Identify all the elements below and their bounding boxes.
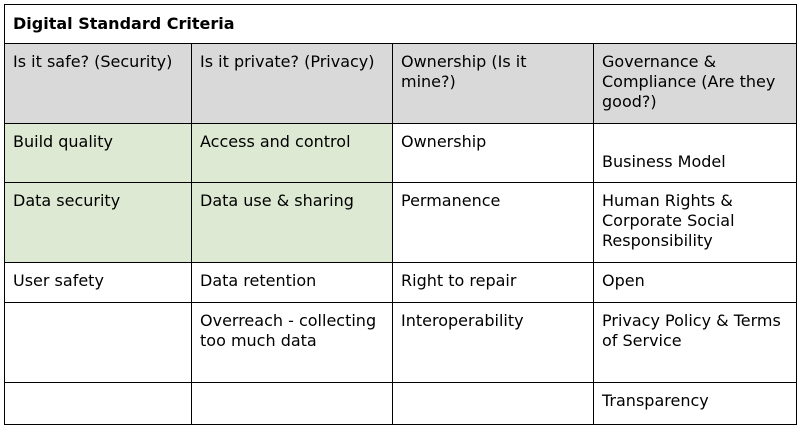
table-row [5, 183, 797, 263]
header-row [5, 44, 797, 124]
cell-business-model: Business Model [594, 124, 797, 183]
cell-empty [393, 383, 594, 425]
header-security: Is it safe? (Security) [5, 44, 192, 124]
cell-data-retention: Data retention [192, 263, 393, 303]
cell-build-quality: Build quality [5, 124, 192, 183]
cell-empty [5, 303, 192, 383]
cell-open: Open [594, 263, 797, 303]
header-ownership: Ownership (Is it mine?) [393, 44, 594, 124]
cell-right-to-repair: Right to repair [393, 263, 594, 303]
cell-data-security: Data security [5, 183, 192, 263]
header-privacy: Is it private? (Privacy) [192, 44, 393, 124]
title-row [5, 5, 797, 44]
cell-permanence: Permanence [393, 183, 594, 263]
cell-transparency: Transparency [594, 383, 797, 425]
cell-empty [192, 383, 393, 425]
cell-interoperability: Interoperability [393, 303, 594, 383]
cell-ownership: Ownership [393, 124, 594, 183]
table-row [5, 263, 797, 303]
table-row [5, 383, 797, 425]
criteria-table [4, 4, 797, 425]
table-row [5, 124, 797, 183]
cell-access-control: Access and control [192, 124, 393, 183]
table-title: Digital Standard Criteria [5, 5, 797, 44]
cell-data-use-sharing: Data use & sharing [192, 183, 393, 263]
cell-privacy-policy: Privacy Policy & Terms of Service [594, 303, 797, 383]
cell-user-safety: User safety [5, 263, 192, 303]
cell-human-rights: Human Rights & Corporate Social Responsibility [594, 183, 797, 263]
table-row [5, 303, 797, 383]
cell-empty [5, 383, 192, 425]
header-governance: Governance & Compliance (Are they good?) [594, 44, 797, 124]
cell-overreach: Overreach - collecting too much data [192, 303, 393, 383]
